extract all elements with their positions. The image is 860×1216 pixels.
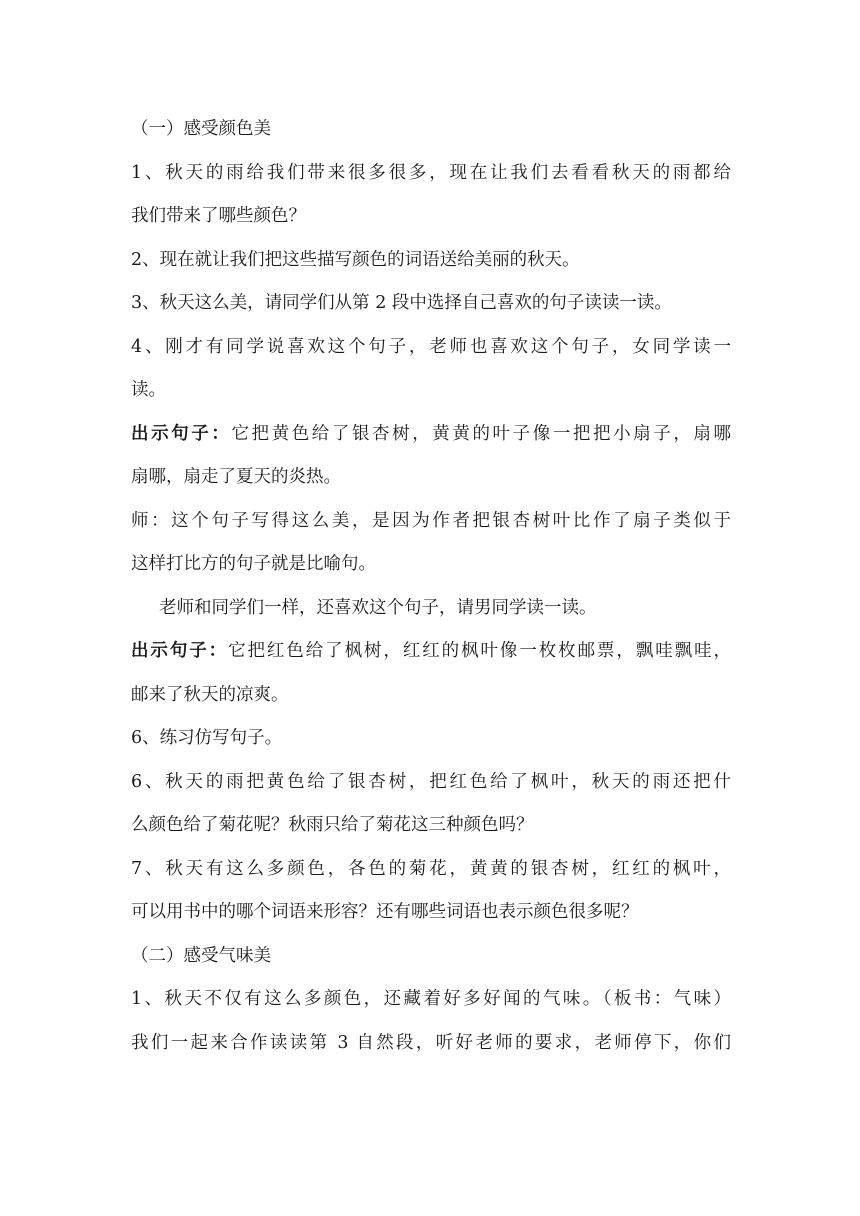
section-heading: （一）感受颜色美 [131, 119, 271, 139]
text-line: 4、刚才有同学说喜欢这个句子，老师也喜欢这个句子，女同学读一 [131, 336, 731, 357]
paragraph: 老师和同学们一样，还喜欢这个句子，请男同学读一读。 [159, 597, 597, 618]
example-label: 出示句子： [131, 641, 229, 661]
text-line: 可以用书中的哪个词语来形容？还有哪些词语也表示颜色很多呢？ [131, 902, 639, 922]
text-line: 6、秋天的雨把黄色给了银杏树，把红色给了枫叶，秋天的雨还把什 [131, 771, 731, 792]
text-line: 我们一起来合作读读第 3 自然段，听好老师的要求，老师停下，你们 [131, 1032, 731, 1053]
text-line: 这样打比方的句子就是比喻句。 [131, 554, 376, 574]
example-text: 它把黄色给了银杏树，黄黄的叶子像一把把小扇子，扇哪 [231, 423, 732, 444]
teacher-note [131, 500, 731, 587]
paragraph: 3、秋天这么美，请同学们从第 2 段中选择自己喜欢的句子读读一读。 [131, 293, 672, 313]
example-sentence [131, 413, 731, 500]
text-line: 邮来了秋天的凉爽。 [131, 684, 289, 705]
paragraph: 2、现在就让我们把这些描写颜色的词语送给美丽的秋天。 [131, 249, 580, 270]
paragraph: 6、练习仿写句子。 [131, 728, 283, 748]
text-line: 师：这个句子写得这么美，是因为作者把银杏树叶比作了扇子类似于 [131, 510, 731, 531]
text-line: 么颜色给了菊花呢？秋雨只给了菊花这三种颜色吗？ [131, 815, 534, 835]
text-line: 1、秋天的雨给我们带来很多很多，现在让我们去看看秋天的雨都给 [131, 162, 731, 183]
example-label: 出示句子： [131, 423, 232, 444]
text-line: 7、秋天有这么多颜色，各色的菊花，黄黄的银杏树，红红的枫叶， [131, 858, 731, 879]
paragraph [131, 978, 731, 1065]
text-line [131, 630, 731, 674]
paragraph [131, 761, 731, 848]
paragraph [131, 848, 731, 935]
paragraph [131, 152, 731, 239]
section-heading: （二）感受气味美 [131, 945, 271, 966]
text-line [131, 413, 731, 457]
text-line: 1、秋天不仅有这么多颜色，还藏着好多好闻的气味。（板书：气味） [131, 989, 731, 1009]
paragraph [131, 326, 731, 413]
example-sentence [131, 630, 731, 717]
text-line: 扇哪，扇走了夏天的炎热。 [131, 467, 341, 487]
text-line: 读。 [131, 380, 166, 400]
text-line: 我们带来了哪些颜色？ [131, 206, 306, 226]
document-body [131, 108, 731, 1065]
example-text: 它把红色给了枫树，红红的枫叶像一枚枚邮票，飘哇飘哇， [228, 641, 732, 661]
